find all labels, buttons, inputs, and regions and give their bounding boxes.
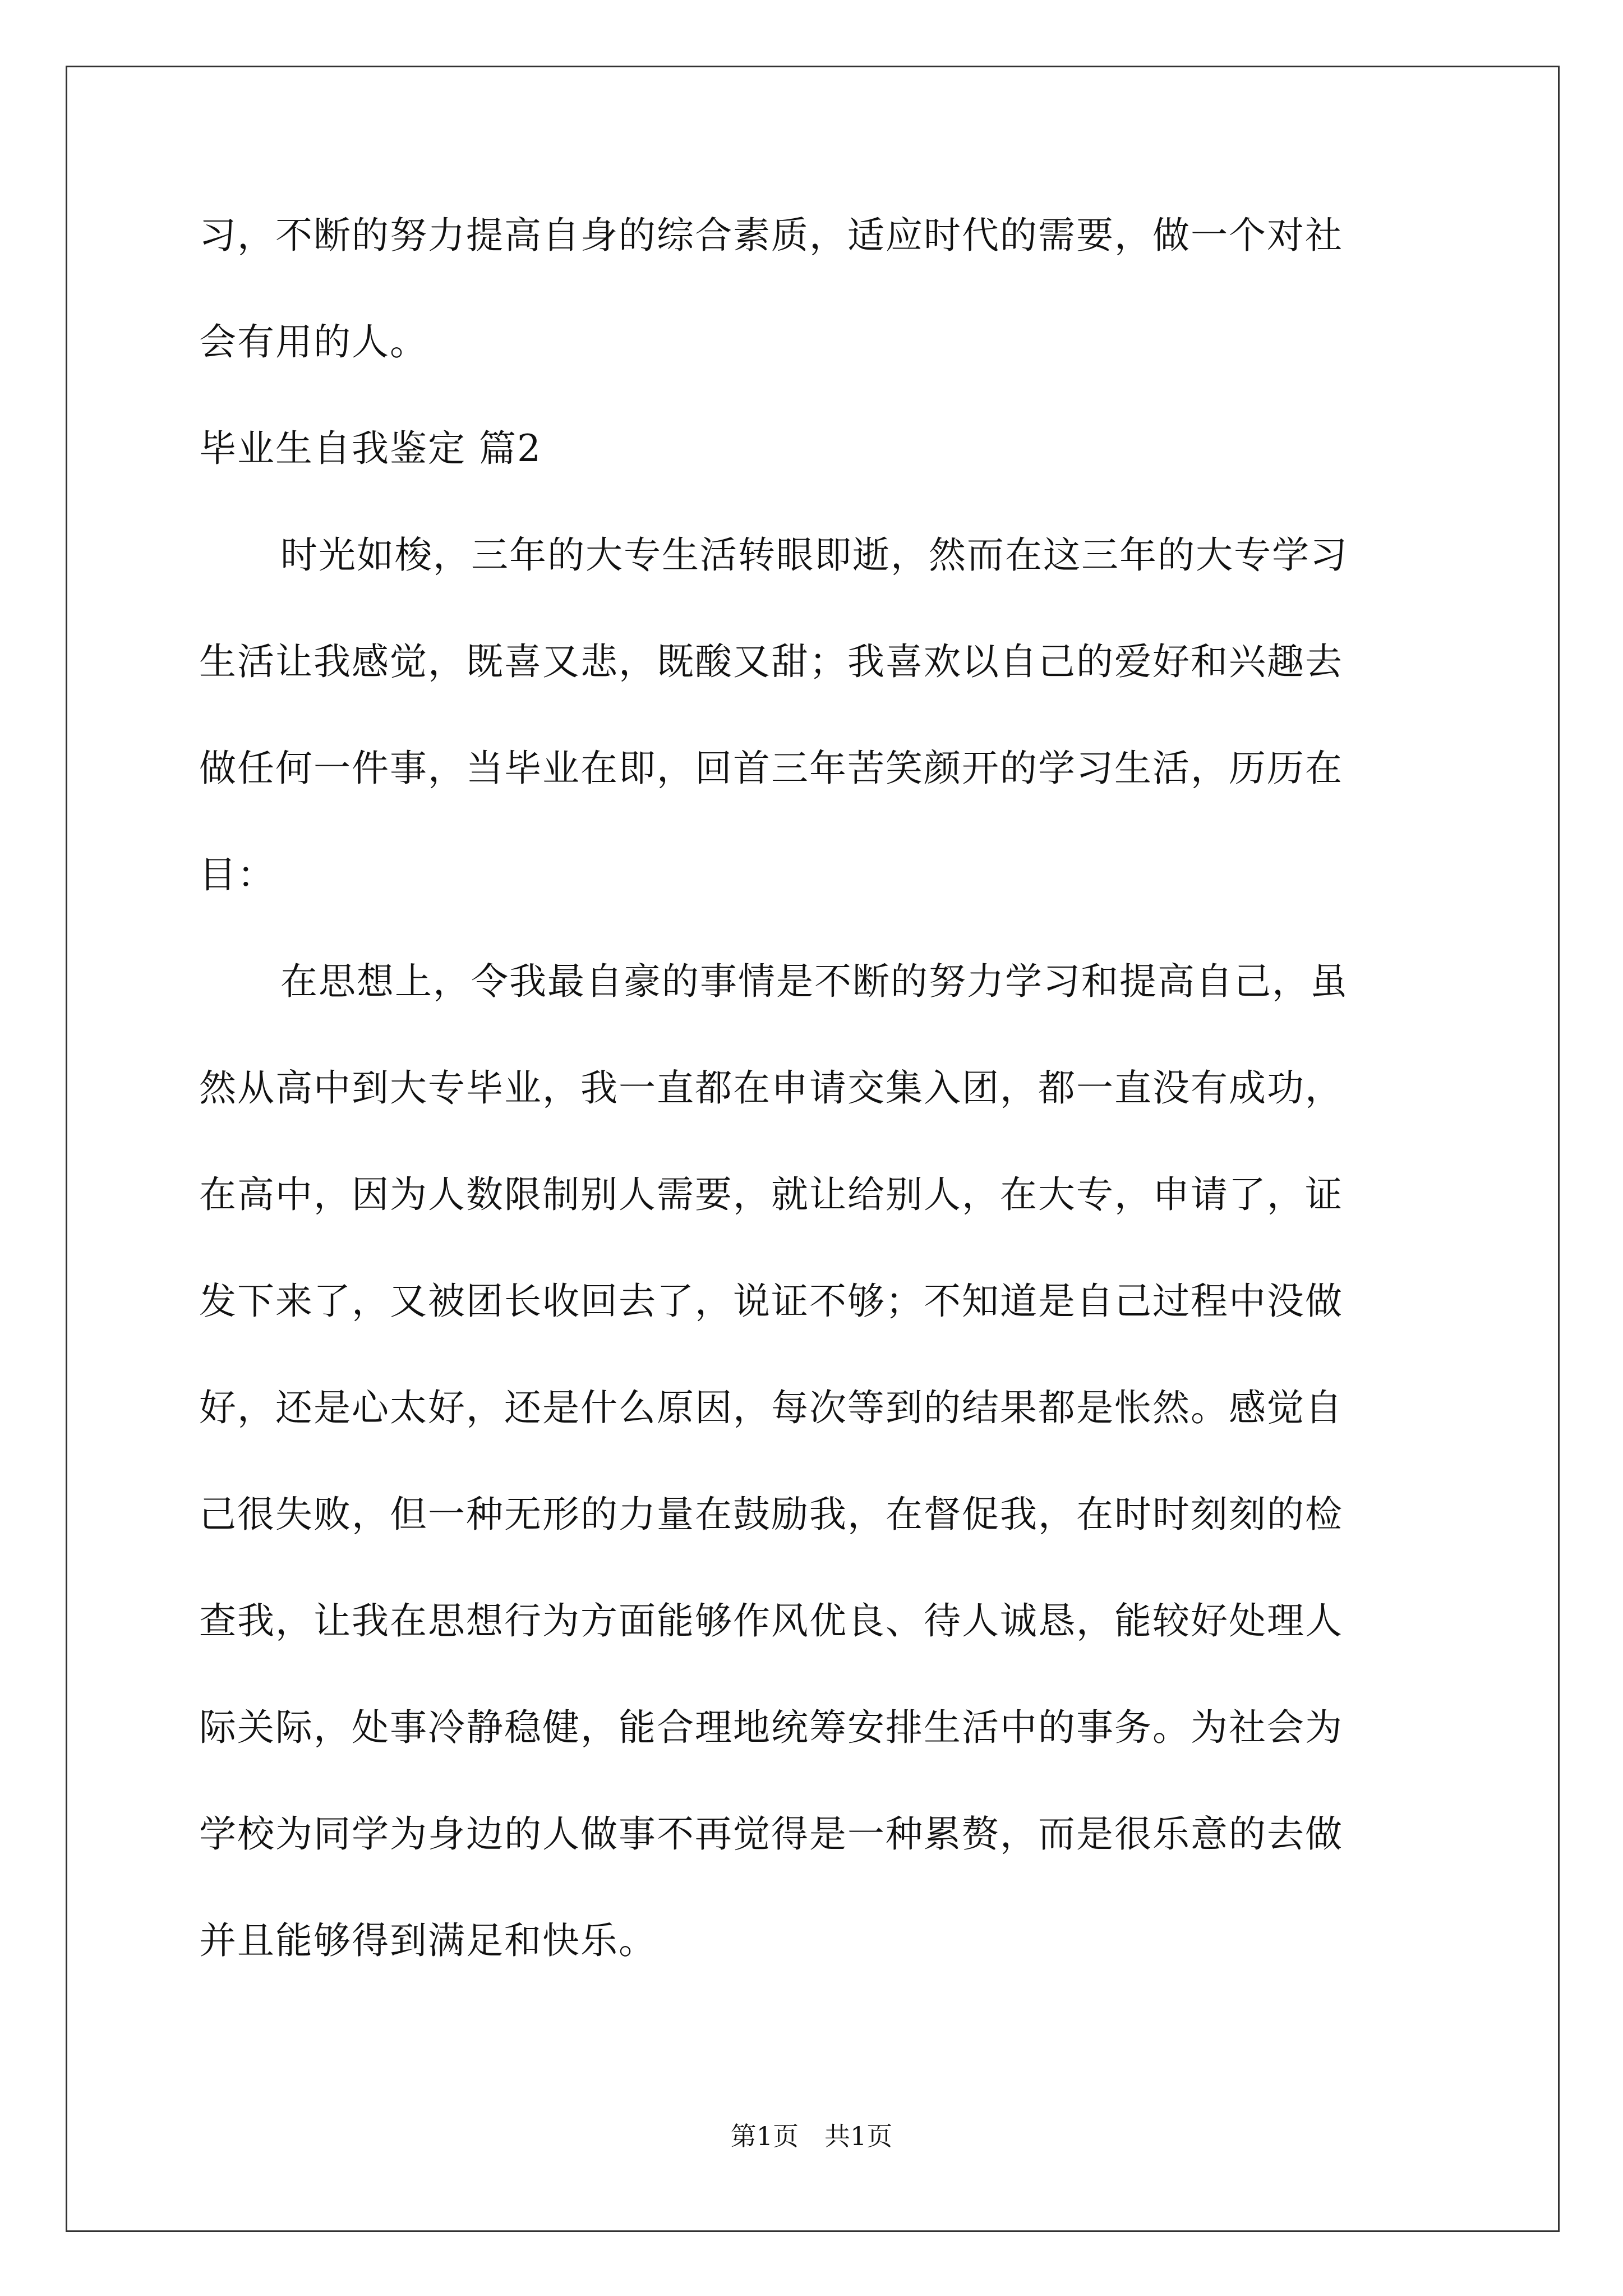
paragraph-line: 好，还是心太好，还是什么原因，每次等到的结果都是怅然。感觉自 xyxy=(199,1386,1343,1429)
paragraph-line: 做任何一件事，当毕业在即，回首三年苦笑颜开的学习生活，历历在 xyxy=(199,747,1343,790)
page-border xyxy=(66,66,1560,2232)
paragraph-line: 在高中，因为人数限制别人需要，就让给别人，在大专，申请了，证 xyxy=(199,1173,1343,1216)
paragraph-line: 然从高中到大专毕业，我一直都在申请交集入团，都一直没有成功， xyxy=(199,1066,1343,1110)
paragraph-line: 习，不断的努力提高自身的综合素质，适应时代的需要，做一个对社 xyxy=(199,214,1343,257)
paragraph-line: 际关际，处事冷静稳健，能合理地统筹安排生活中的事务。为社会为 xyxy=(199,1706,1343,1749)
paragraph-line: 发下来了，又被团长收回去了，说证不够；不知道是自己过程中没做 xyxy=(199,1280,1343,1323)
paragraph-line: 在思想上，令我最自豪的事情是不断的努力学习和提高自己，虽 xyxy=(280,960,1348,1003)
paragraph-line: 生活让我感觉，既喜又悲，既酸又甜；我喜欢以自己的爱好和兴趣去 xyxy=(199,640,1343,683)
paragraph-line: 学校为同学为身边的人做事不再觉得是一种累赘，而是很乐意的去做 xyxy=(199,1812,1343,1856)
paragraph-line: 己很失败，但一种无形的力量在鼓励我，在督促我，在时时刻刻的检 xyxy=(199,1493,1343,1536)
page-number-footer: 第1页 共1页 xyxy=(730,2121,893,2151)
section-heading: 毕业生自我鉴定 篇2 xyxy=(199,427,542,470)
paragraph-line: 时光如梭，三年的大专生活转眼即逝，然而在这三年的大专学习 xyxy=(280,533,1348,577)
paragraph-line: 会有用的人。 xyxy=(199,320,428,364)
paragraph-line: 目： xyxy=(199,853,275,896)
paragraph-line: 查我，让我在思想行为方面能够作风优良、待人诚恳，能较好处理人 xyxy=(199,1599,1343,1642)
paragraph-line: 并且能够得到满足和快乐。 xyxy=(199,1919,657,1962)
